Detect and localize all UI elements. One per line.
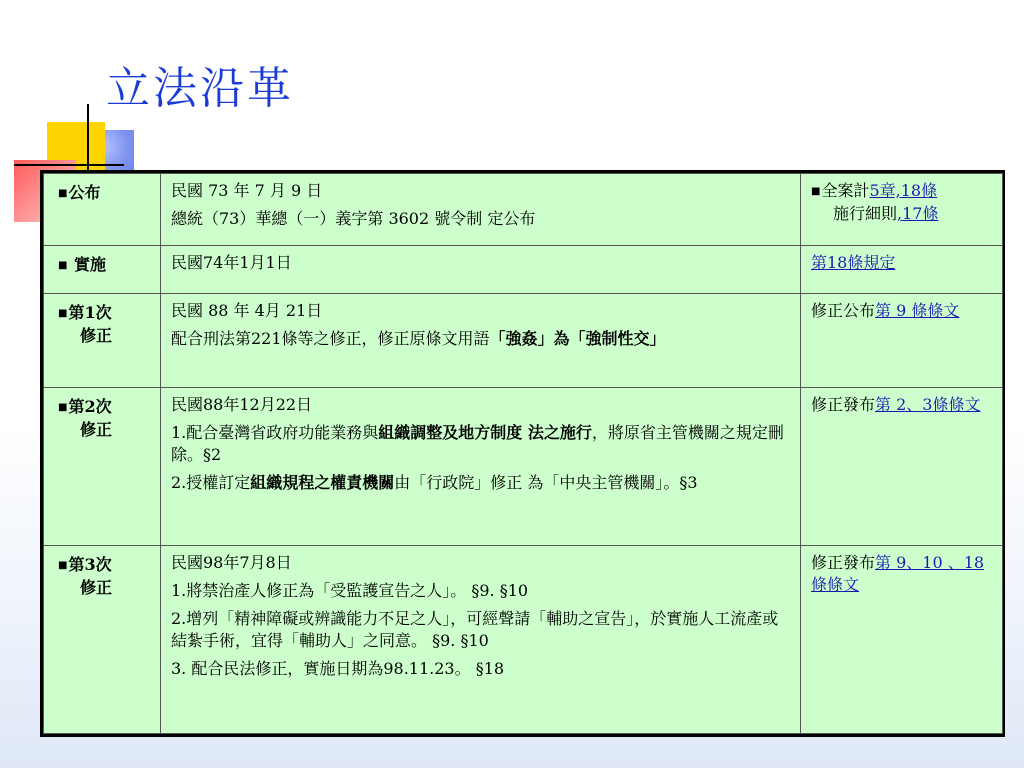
row-label: 實施 — [74, 255, 107, 274]
amendment-date: 民國88年12月22日 — [171, 395, 313, 414]
amendment-date: 民國98年7月8日 — [171, 553, 292, 572]
row-note-cell — [801, 174, 1003, 246]
square-bullet-icon: ■ — [58, 188, 68, 199]
row-label-cell — [44, 294, 161, 388]
row-label-sub: 修正 — [80, 326, 113, 345]
row-label: 第3次 — [68, 555, 112, 574]
amendment-date: 民國 88 年 4月 21日 — [171, 301, 323, 320]
promulgation-order: 總統（73）華總（一）義字第 3602 號令制 定公布 — [171, 209, 536, 228]
row-note-cell — [801, 246, 1003, 294]
note-link-rules[interactable]: ,17條 — [897, 204, 939, 223]
table-row-amendment-1 — [44, 294, 1003, 388]
note-prefix: 施行細則 — [833, 204, 898, 223]
table-row-amendment-3 — [44, 546, 1003, 734]
row-content-cell — [161, 388, 801, 546]
amendment-item-2: 2.增列「精神障礙或辨識能力不足之人」，可經聲請「輔助之宣告」，於實施人工流產或結紮手術，宜得「輔助人」之同意。 §9. §10 — [171, 609, 779, 650]
note-prefix: 全案計 — [821, 181, 870, 200]
table-row-amendment-2 — [44, 388, 1003, 546]
row-content-cell — [161, 246, 801, 294]
row-label-sub: 修正 — [80, 578, 113, 597]
row-label: 第1次 — [68, 303, 112, 322]
amendment-item-1: 1.配合臺灣省政府功能業務與組織調整及地方制度 法之施行，將原省主管機關之規定刪除。§2 — [171, 423, 784, 464]
amendment-item-1: 1.將禁治產人修正為「受監護宣告之人」。 §9. §10 — [171, 581, 529, 600]
note-prefix: 修正發布 — [811, 553, 876, 572]
amendment-item-3: 3. 配合民法修正，實施日期為98.11.23。 §18 — [171, 659, 505, 678]
table-row-promulgation — [44, 174, 1003, 246]
row-label-cell — [44, 246, 161, 294]
row-label-sub: 修正 — [80, 420, 113, 439]
row-label-cell — [44, 174, 161, 246]
row-label: 公布 — [68, 183, 101, 202]
row-note-cell — [801, 388, 1003, 546]
square-bullet-icon: ■ — [58, 308, 68, 319]
decorative-horizontal-line — [14, 164, 124, 166]
row-label-cell — [44, 546, 161, 734]
square-bullet-icon: ■ — [811, 186, 821, 197]
note-link[interactable]: 第 9 條條文 — [875, 301, 960, 320]
implementation-date: 民國74年1月1日 — [171, 253, 292, 272]
note-link[interactable]: 第 2、3條條文 — [875, 395, 981, 414]
row-label: 第2次 — [68, 397, 112, 416]
row-content-cell — [161, 546, 801, 734]
square-bullet-icon: ■ — [58, 260, 68, 271]
table-row-implementation — [44, 246, 1003, 294]
amendment-item-2: 2.授權訂定組織規程之權責機關由「行政院」修正 為「中央主管機關」。§3 — [171, 473, 698, 492]
square-bullet-icon: ■ — [58, 560, 68, 571]
row-note-cell — [801, 546, 1003, 734]
note-link[interactable]: 第 9、10 、18 條條文 — [811, 553, 985, 594]
row-label-cell — [44, 388, 161, 546]
note-prefix: 修正公布 — [811, 301, 876, 320]
row-content-cell — [161, 294, 801, 388]
amendment-text: 配合刑法第221條等之修正，修正原條文用語「強姦」為「強制性交」 — [171, 329, 666, 348]
promulgation-date: 民國 73 年 7 月 9 日 — [171, 181, 323, 200]
row-note-cell — [801, 294, 1003, 388]
note-link[interactable]: 第18條規定 — [811, 253, 896, 272]
legislative-history-table — [40, 170, 1005, 737]
row-content-cell — [161, 174, 801, 246]
square-bullet-icon: ■ — [58, 402, 68, 413]
page-title: 立法沿革 — [106, 63, 294, 114]
note-link-chapters[interactable]: 5章,18條 — [869, 181, 938, 200]
note-prefix: 修正發布 — [811, 395, 876, 414]
